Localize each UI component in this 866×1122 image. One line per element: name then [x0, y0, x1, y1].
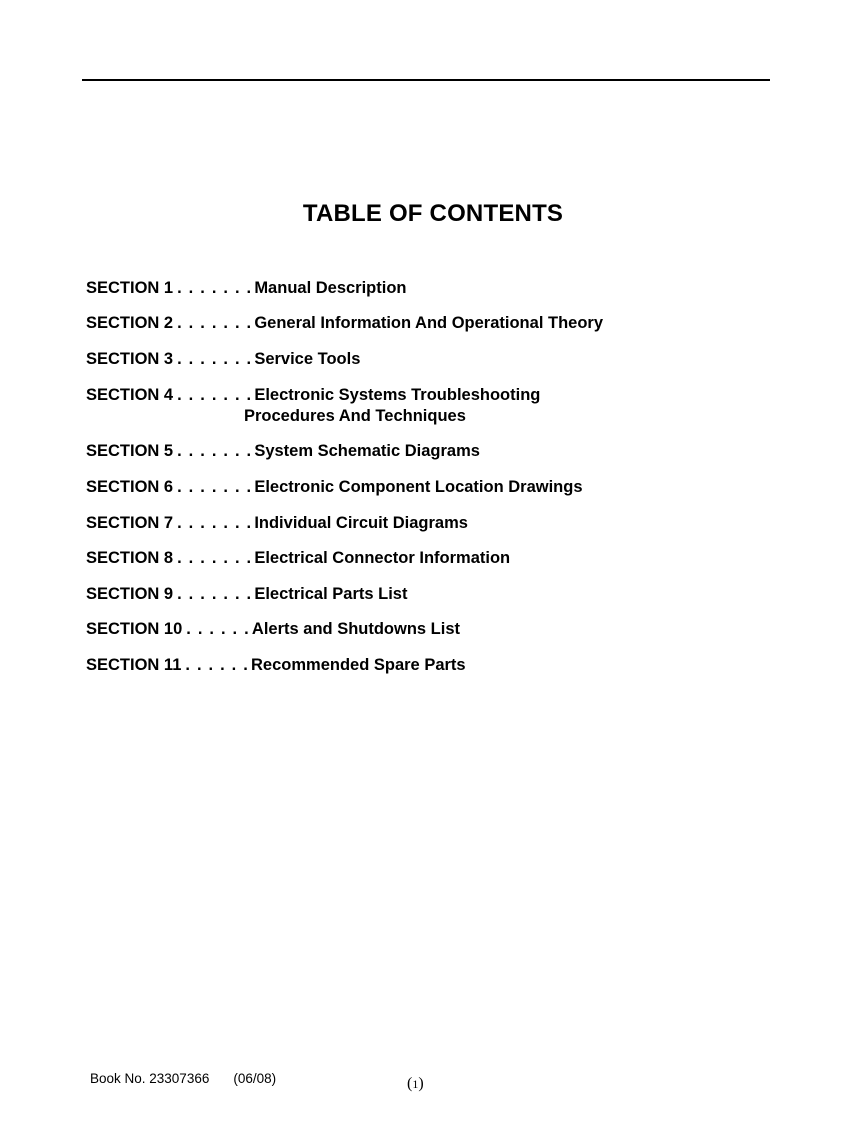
toc-entry-section-4 — [86, 385, 541, 425]
toc-leader-dots: . . . . . . . — [177, 279, 253, 297]
page-title: TABLE OF CONTENTS — [302, 200, 564, 227]
toc-section-label: SECTION 11 — [86, 656, 182, 674]
toc-section-title: Alerts and Shutdowns List — [251, 620, 461, 638]
toc-section-label: SECTION 7 — [86, 514, 174, 532]
toc-entry-section-5 — [86, 441, 480, 462]
toc-leader-dots: . . . . . . . — [177, 442, 253, 460]
toc-leader-dots: . . . . . . — [185, 656, 250, 674]
toc-leader-dots: . . . . . . . — [177, 350, 253, 368]
toc-entry-section-10 — [86, 619, 460, 640]
toc-section-title: Electronic Component Location Drawings — [254, 478, 583, 496]
toc-entry-section-7 — [86, 513, 468, 534]
toc-section-title: Service Tools — [254, 350, 361, 368]
toc-section-label: SECTION 5 — [86, 442, 174, 460]
toc-section-title: System Schematic Diagrams — [254, 442, 480, 460]
toc-section-label: SECTION 6 — [86, 478, 174, 496]
toc-leader-dots: . . . . . . — [186, 620, 250, 638]
toc-section-label: SECTION 8 — [86, 549, 174, 567]
toc-section-title: Manual Description — [254, 279, 407, 297]
toc-section-label: SECTION 9 — [86, 585, 174, 603]
toc-leader-dots: . . . . . . . — [177, 386, 253, 404]
toc-entry-section-3 — [86, 349, 360, 370]
toc-entry-section-8 — [86, 548, 510, 569]
page-number-value: 1 — [412, 1077, 419, 1091]
toc-section-title: Electronic Systems Troubleshooting — [254, 386, 541, 404]
toc-section-label: SECTION 4 — [86, 386, 174, 404]
top-rule — [82, 79, 770, 81]
toc-section-title: Electrical Connector Information — [254, 549, 511, 567]
toc-leader-dots: . . . . . . . — [177, 314, 253, 332]
toc-entry-section-1 — [86, 278, 407, 299]
publication-date: (06/08) — [233, 1071, 277, 1086]
toc-section-label: SECTION 10 — [86, 620, 183, 638]
toc-leader-dots: . . . . . . . — [177, 585, 253, 603]
toc-section-title: General Information And Operational Theory — [254, 314, 603, 332]
toc-leader-dots: . . . . . . . — [177, 478, 253, 496]
toc-leader-dots: . . . . . . . — [177, 549, 253, 567]
footer-book-info — [90, 1071, 276, 1087]
toc-entry-section-6 — [86, 477, 583, 498]
toc-section-title-continued: Procedures And Techniques — [244, 407, 466, 425]
toc-entry-section-11 — [86, 655, 466, 676]
toc-entry-section-9 — [86, 584, 407, 605]
page-number — [407, 1075, 424, 1093]
page-number-open-paren: ( — [407, 1075, 413, 1092]
book-number: Book No. 23307366 — [90, 1071, 210, 1086]
toc-section-title: Electrical Parts List — [254, 585, 408, 603]
toc-section-title: Individual Circuit Diagrams — [254, 514, 468, 532]
toc-leader-dots: . . . . . . . — [177, 514, 253, 532]
toc-entry-section-2 — [86, 313, 603, 334]
toc-section-label: SECTION 3 — [86, 350, 174, 368]
toc-section-label: SECTION 2 — [86, 314, 174, 332]
toc-section-title: Recommended Spare Parts — [251, 656, 466, 674]
page-number-close-paren: ) — [418, 1075, 424, 1092]
toc-section-label: SECTION 1 — [86, 279, 174, 297]
